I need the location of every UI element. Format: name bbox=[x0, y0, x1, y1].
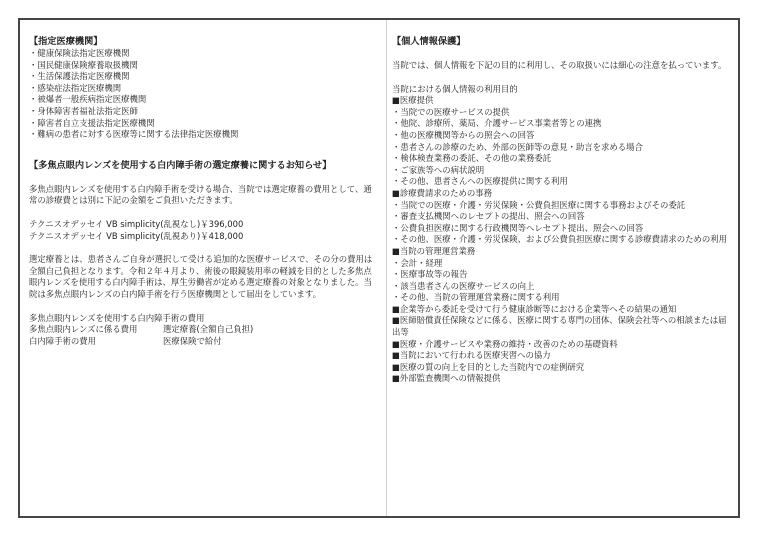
left-column bbox=[29, 20, 379, 347]
purpose-title: 当院における個人情報の利用目的 bbox=[392, 83, 518, 94]
designated-institutions-heading: 【指定医療機関】 bbox=[29, 36, 103, 47]
privacy-heading: 【個人情報保護】 bbox=[392, 36, 466, 47]
institution-item: ・国民健康保険療養取扱機関 bbox=[29, 59, 138, 70]
section-item: ・その他、当院の管理運営業務に関する利用 bbox=[392, 292, 560, 303]
multifocal-intro-text: 多焦点眼内レンズを使用する白内障手術を受ける場合、当院では選定療養の費用として、通常の診療費とは別に下記の金額をご負担いただきます。 bbox=[29, 183, 372, 206]
price-line: テクニスオデッセイ VB simplicity(乱視なし)￥396,000 bbox=[29, 218, 244, 229]
fee-value: 医療保険で給付 bbox=[163, 335, 222, 346]
institution-item: ・身体障害者福祉法指定医師 bbox=[29, 105, 138, 116]
section-title: ■医療提供 bbox=[392, 95, 434, 106]
section-item: ・該当患者さんの医療サービスの向上 bbox=[392, 280, 535, 291]
institution-item: ・障害者自立支援法指定医療機関 bbox=[29, 117, 155, 128]
institution-item: ・感染症法指定医療機関 bbox=[29, 82, 122, 93]
price-line: テクニスオデッセイ VB simplicity(乱視あり)￥418,000 bbox=[29, 230, 244, 241]
section-item: ・当院での医療・介護・労災保険・公費負担医療に関する事務およびその委託 bbox=[392, 199, 686, 210]
section-other-purposes bbox=[392, 304, 734, 385]
institutions-list bbox=[29, 48, 379, 141]
section-item: ・他院、診療所、薬局、介護サービス事業者等との連携 bbox=[392, 118, 602, 129]
fee-value: 選定療養(全額自己負担) bbox=[163, 324, 254, 335]
other-purpose-item: ■医師賠償責任保険などに係る、医療に関する専門の団体、保険会社等への相談または届出等 bbox=[392, 315, 727, 338]
institution-item: ・健康保険法指定医療機関 bbox=[29, 48, 130, 58]
section-item: ・その他、医療・介護・労災保険、および公費負担医療に関する診療費請求のための利用 bbox=[392, 234, 727, 245]
section-title: ■診療費請求のための事務 bbox=[392, 187, 493, 198]
institution-item: ・被爆者一般疾病指定医療機関 bbox=[29, 94, 147, 105]
fee-row bbox=[29, 324, 379, 336]
section-item: ・患者さんの診療のため、外部の医師等の意見・助言を求める場合 bbox=[392, 141, 643, 152]
other-purpose-item: ■医療の質の向上を目的とした当院内での症例研究 bbox=[392, 361, 585, 372]
fees-title: 多焦点眼内レンズを使用する白内障手術の費用 bbox=[29, 312, 205, 323]
section-item: ・会計・経理 bbox=[392, 257, 443, 268]
section-item: ・検体検査業務の委託、その他の業務委託 bbox=[392, 153, 552, 164]
other-purpose-item: ■当院において行われる医療実習への協力 bbox=[392, 350, 551, 361]
section-item: ・医療事故等の報告 bbox=[392, 269, 468, 280]
fee-label: 多焦点眼内レンズに係る費用 bbox=[29, 324, 138, 335]
section-item: ・審査支払機関へのレセプトの提出、照会への回答 bbox=[392, 211, 585, 222]
multifocal-lens-heading: 【多焦点眼内レンズを使用する白内障手術の選定療養に関するお知らせ】 bbox=[29, 159, 332, 171]
institution-item: ・難病の患者に対する医療等に関する法律指定医療機関 bbox=[29, 129, 239, 140]
notice-sheet bbox=[18, 18, 740, 518]
section-item: ・当院での医療サービスの提供 bbox=[392, 106, 510, 117]
section-item: ・ご家族等への病状説明 bbox=[392, 164, 485, 175]
section-billing bbox=[392, 188, 734, 246]
selective-care-explanation: 選定療養とは、患者さんご自身が選択して受ける追加的な医療サービスで、その分の費用は全額自己負担となります。令和２年４月より、術後の眼鏡装用率の軽減を目的とした多焦点眼内レンズを使用する白内障手術は、厚生労働省が定める選定療養の対象となりました。当院は多焦点眼内レンズの白内障手術を行う医療機関として届出をしています。 bbox=[29, 254, 373, 299]
section-item: ・その他、患者さんへの医療提供に関する利用 bbox=[392, 176, 568, 187]
institution-item: ・生活保護法指定医療機関 bbox=[29, 71, 130, 82]
other-purpose-item: ■医療・介護サービスや業務の維持・改善のための基礎資料 bbox=[392, 338, 618, 349]
section-medical-care bbox=[392, 95, 734, 188]
section-item: ・公費負担医療に関する行政機関等へレセプト提出、照会への回答 bbox=[392, 222, 644, 233]
column-divider bbox=[386, 20, 387, 516]
section-title: ■当院の管理運営業務 bbox=[392, 245, 476, 256]
section-management bbox=[392, 246, 734, 304]
privacy-intro-text: 当院では、個人情報を下記の目的に利用し、その取扱いには細心の注意を払っています。 bbox=[392, 60, 727, 70]
section-item: ・他の医療機関等からの照会への回答 bbox=[392, 129, 535, 140]
right-column bbox=[392, 20, 734, 385]
other-purpose-item: ■外部監査機関への情報提供 bbox=[392, 373, 501, 384]
fee-label: 白内障手術の費用 bbox=[29, 335, 96, 346]
other-purpose-item: ■企業等から委託を受けて行う健康診断等における企業等へその結果の通知 bbox=[392, 303, 677, 314]
fee-row bbox=[29, 336, 379, 348]
